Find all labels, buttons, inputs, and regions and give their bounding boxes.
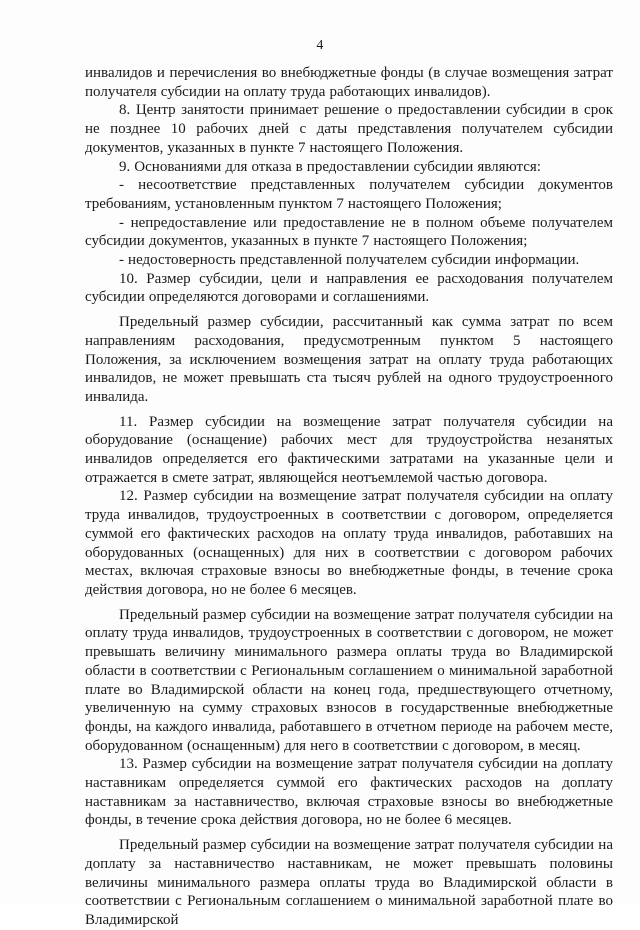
paragraph-item-13-limit: Предельный размер субсидии на возмещение затрат получателя субсидии на доплату за наставничество наставникам, не может превышать половины величины минимального размера оплаты труда во Владимирской области в соответствии с Региональным соглашением о минимальной заработной плате во Владимирской bbox=[85, 837, 613, 928]
paragraph-refusal-reason-3: - недостоверность представленной получателем субсидии информации. bbox=[119, 252, 580, 269]
paragraph-refusal-reason-2: - непредоставление или предоставление не в полном объеме получателем субсидии документов, указанных в пункте 7 настоящего Положения; bbox=[85, 214, 613, 250]
page-number: 4 bbox=[316, 38, 324, 53]
paragraph-item-11: 11. Размер субсидии на возмещение затрат получателя субсидии на оборудование (оснащение) рабочих мест для трудоустройства незанятых инвалидов определяется его фактическими затратами на указанные цели и отражается в смете затрат, являющейся неотъемлемой частью договора. bbox=[85, 413, 613, 486]
paragraph-item-8: 8. Центр занятости принимает решение о предоставлении субсидии в срок не позднее 10 рабочих дней с даты представления получателем субсидии документов, указанных в пункте 7 настоящего Положения. bbox=[85, 102, 613, 156]
paragraph-item-9: 9. Основаниями для отказа в предоставлении субсидии являются: bbox=[119, 158, 541, 175]
paragraph-item-10: 10. Размер субсидии, цели и направления ее расходования получателем субсидии определяются договорами и соглашениями. bbox=[85, 270, 613, 306]
paragraph-item-12-limit: Предельный размер субсидии на возмещение затрат получателя субсидии на оплату труда инвалидов, трудоустроенных в соответствии с договором, не может превышать величину минимального размера оплаты труда во Владимирской области в соответствии с Региональным соглашением о минимальной заработной плате во Владимирской области на конец года, предшествующего отчетному, увеличенную на сумму страховых взносов в государственные внебюджетные фонды, на каждого инвалида, работавшего в отчетном периоде на рабочем месте, оборудованном (оснащенным) для него в соответствии с договором, в месяц. bbox=[85, 606, 613, 754]
document-body bbox=[85, 64, 613, 930]
paragraph-refusal-reason-1: - несоответствие представленных получателем субсидии документов требованиям, установленным пунктом 7 настоящего Положения; bbox=[85, 177, 613, 212]
paragraph-continuation: инвалидов и перечисления во внебюджетные фонды (в случае возмещения затрат получателя субсидии на оплату труда работающих инвалидов). bbox=[85, 65, 613, 100]
paragraph-item-13: 13. Размер субсидии на возмещение затрат получателя субсидии на доплату наставникам определяется суммой его фактических расходов на доплату наставникам за наставничество, включая страховые взносы во внебюджетные фонды, в течение срока действия договора, но не более 6 месяцев. bbox=[85, 756, 613, 829]
paragraph-item-10-limit: Предельный размер субсидии, рассчитанный как сумма затрат по всем направлениям расходования, предусмотренным пунктом 5 настоящего Положения, за исключением возмещения затрат на оплату труда работающих инвалидов, не может превышать ста тысяч рублей на одного трудоустроенного инвалида. bbox=[85, 314, 613, 405]
paragraph-item-12: 12. Размер субсидии на возмещение затрат получателя субсидии на оплату труда инвалидов, трудоустроенных в соответствии с договором, определяется суммой его фактических расходов на оплату труда инвалидов, работавших на оборудованных (оснащенных) для них в соответствии с договором рабочих местах, включая страховые взносы во внебюджетные фонды, в течение срока действия договора, но не более 6 месяцев. bbox=[85, 488, 613, 598]
